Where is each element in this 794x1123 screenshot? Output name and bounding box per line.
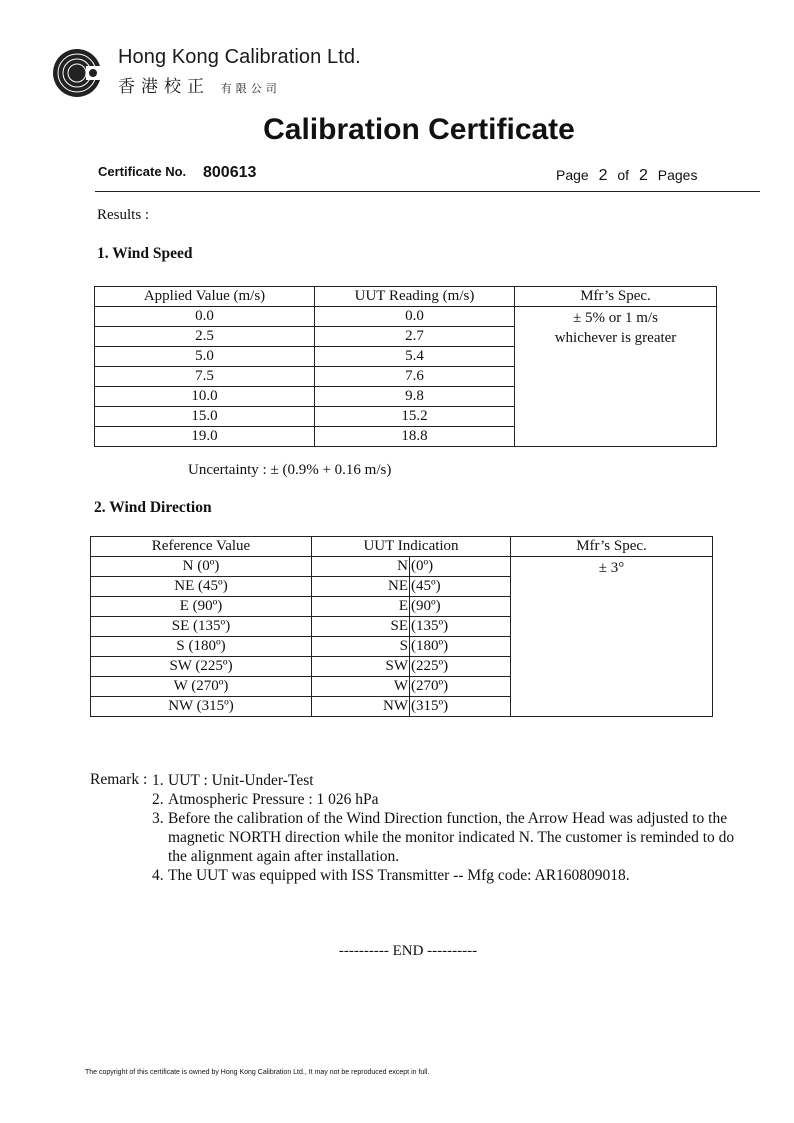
copyright-footer: The copyright of this certificate is owned by Hong Kong Calibration Ltd., It may not be reproduced except in full. [85, 1069, 430, 1076]
header-rule [95, 191, 760, 192]
wind-speed-table [94, 286, 717, 447]
uut-reading: 18.8 [315, 427, 515, 447]
reference-value: NW (315º) [91, 697, 312, 717]
mfr-spec-cell [511, 557, 713, 717]
remark-number: 1. [152, 772, 164, 789]
certificate-no: 800613 [203, 164, 257, 181]
uut-reading: 7.6 [315, 367, 515, 387]
remark-number: 2. [152, 791, 164, 808]
company-name-en: Hong Kong Calibration Ltd. [118, 46, 361, 68]
spec-line-1: ± 5% or 1 m/s [573, 310, 658, 326]
reference-value: W (270º) [91, 677, 312, 697]
page-total: 2 [638, 167, 648, 184]
page-label: Page [556, 167, 589, 183]
applied-value: 10.0 [95, 387, 315, 407]
table-row [91, 557, 713, 577]
remark-item [152, 790, 742, 809]
uut-reading: 0.0 [315, 307, 515, 327]
company-logo-icon [52, 48, 102, 98]
uut-direction-degrees: (270º) [410, 677, 511, 697]
uncertainty-text: Uncertainty : ± (0.9% + 0.16 m/s) [188, 462, 392, 478]
mfr-spec-header: Mfr’s Spec. [511, 537, 713, 557]
remark-text: Before the calibration of the Wind Direction function, the Arrow Head was adjusted to the magnetic NORTH direction while the monitor indicated N. The customer is reminded to do the alignment again after installation. [168, 810, 735, 865]
results-label: Results : [97, 207, 150, 223]
uut-direction-code: NE [312, 577, 410, 597]
remark-number: 3. [152, 810, 164, 827]
applied-value: 15.0 [95, 407, 315, 427]
uut-reading: 2.7 [315, 327, 515, 347]
page-current: 2 [598, 167, 608, 184]
end-marker: ---------- END ---------- [338, 943, 478, 959]
mfr-spec-header: Mfr’s Spec. [515, 287, 717, 307]
reference-value: SE (135º) [91, 617, 312, 637]
applied-value: 0.0 [95, 307, 315, 327]
uut-direction-degrees: (45º) [410, 577, 511, 597]
uut-direction-degrees: (135º) [410, 617, 511, 637]
wind-direction-table [90, 536, 713, 717]
company-name-zh-main: 香港校正 [118, 77, 210, 96]
wind-speed-heading: 1. Wind Speed [97, 245, 193, 262]
uut-direction-degrees: (225º) [410, 657, 511, 677]
applied-value-header: Applied Value (m/s) [95, 287, 315, 307]
reference-value-header: Reference Value [91, 537, 312, 557]
spec-value: ± 3° [598, 560, 625, 576]
page-title: Calibration Certificate [263, 113, 575, 146]
remark-number: 4. [152, 867, 164, 884]
remark-text: UUT : Unit-Under-Test [168, 772, 314, 789]
uut-direction-code: S [312, 637, 410, 657]
certificate-no-label: Certificate No. [98, 164, 187, 179]
uut-reading: 9.8 [315, 387, 515, 407]
remark-text: Atmospheric Pressure : 1 026 hPa [168, 791, 379, 808]
uut-direction-code: E [312, 597, 410, 617]
company-name-zh-suffix: 有限公司 [220, 83, 281, 95]
applied-value: 5.0 [95, 347, 315, 367]
mfr-spec-cell [515, 307, 717, 447]
page-of: of [617, 167, 630, 183]
uut-direction-code: N [312, 557, 410, 577]
spec-line-2: whichever is greater [554, 330, 677, 346]
reference-value: N (0º) [91, 557, 312, 577]
uut-indication-header: UUT Indication [312, 537, 511, 557]
page-info [556, 167, 697, 185]
uut-reading: 5.4 [315, 347, 515, 367]
uut-reading-header: UUT Reading (m/s) [315, 287, 515, 307]
uut-direction-code: SW [312, 657, 410, 677]
remark-label: Remark : [90, 771, 148, 788]
reference-value: S (180º) [91, 637, 312, 657]
pages-label: Pages [657, 167, 698, 183]
wind-direction-heading: 2. Wind Direction [94, 499, 212, 516]
uut-direction-code: NW [312, 697, 410, 717]
uut-direction-degrees: (0º) [410, 557, 511, 577]
remark-text: The UUT was equipped with ISS Transmitter -- Mfg code: AR160809018. [168, 867, 630, 884]
company-name-zh [118, 72, 281, 97]
uut-direction-degrees: (90º) [410, 597, 511, 617]
reference-value: NE (45º) [91, 577, 312, 597]
uut-direction-degrees: (180º) [410, 637, 511, 657]
remarks-list [152, 771, 742, 885]
remark-item [152, 809, 742, 866]
uut-direction-degrees: (315º) [410, 697, 511, 717]
remark-item [152, 771, 742, 790]
remark-item [152, 866, 742, 885]
applied-value: 7.5 [95, 367, 315, 387]
uut-direction-code: SE [312, 617, 410, 637]
table-row [95, 307, 717, 327]
uut-direction-code: W [312, 677, 410, 697]
uut-reading: 15.2 [315, 407, 515, 427]
reference-value: SW (225º) [91, 657, 312, 677]
applied-value: 19.0 [95, 427, 315, 447]
applied-value: 2.5 [95, 327, 315, 347]
reference-value: E (90º) [91, 597, 312, 617]
